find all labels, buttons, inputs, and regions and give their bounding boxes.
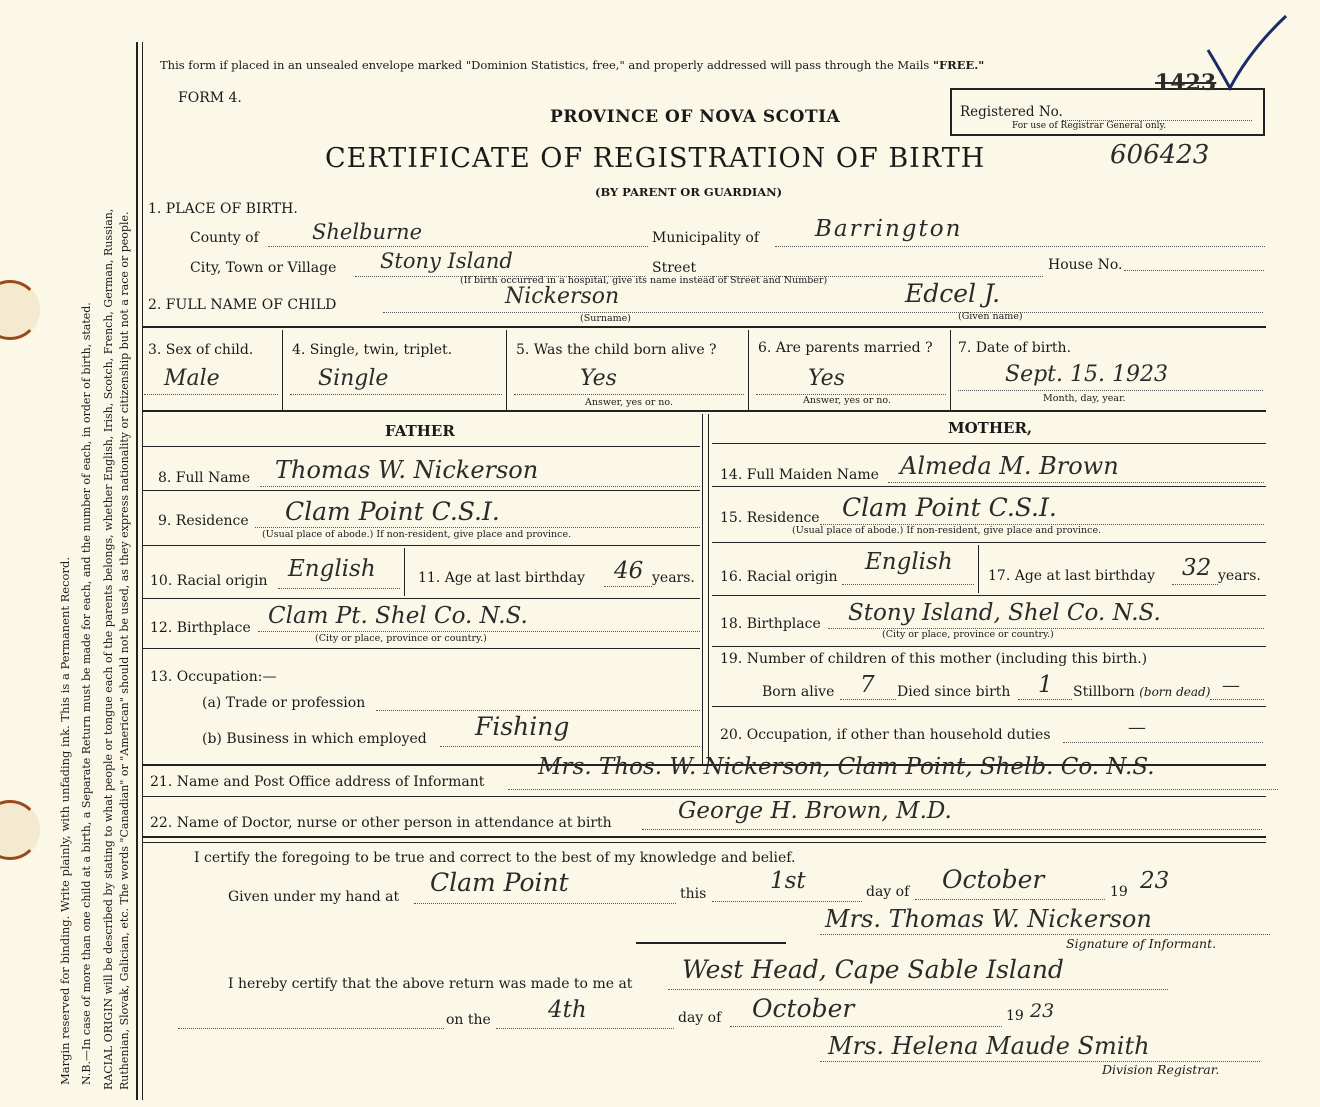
mother-rule-4 — [712, 646, 1266, 647]
mother-age-value: 32 — [1182, 555, 1212, 581]
informant-label: 21. Name and Post Office address of Informant — [150, 774, 485, 790]
stillborn-note: (born dead) — [1139, 685, 1211, 699]
parents-married-label: 6. Are parents married ? — [758, 340, 933, 356]
plurality-label: 4. Single, twin, triplet. — [292, 342, 453, 358]
informant-signature-caption: Signature of Informant. — [1066, 936, 1217, 951]
mother-rule-2 — [712, 542, 1266, 543]
section-rule-1 — [142, 326, 1266, 328]
registrar-year-prefix: 19 — [1006, 1008, 1024, 1024]
mail-notice-free: "FREE." — [932, 58, 985, 72]
informant-value: Mrs. Thos. W. Nickerson, Clam Point, Shelb. Co. N.S. — [538, 754, 1155, 780]
mother-heading: MOTHER, — [948, 419, 1033, 437]
registrar-day-line — [496, 1028, 674, 1029]
mother-birthplace-value: Stony Island, Shel Co. N.S. — [848, 600, 1161, 626]
separator-bar — [636, 942, 786, 944]
father-business-label: (b) Business in which employed — [202, 731, 427, 747]
city-label: City, Town or Village — [190, 260, 337, 276]
hospital-note: (If birth occurred in a hospital, give its name instead of Street and Number) — [460, 275, 828, 286]
margin-note-4: Ruthenian, Slovak, Galician, etc. The words "Canadian" or "American" should not be used, as they express nationality or citizenship but not a race or people. — [118, 211, 131, 1090]
col-divider-2 — [506, 330, 507, 410]
mother-age-label: 17. Age at last birthday — [988, 568, 1156, 584]
child-surname: Nickerson — [505, 284, 620, 309]
died-since-label: Died since birth — [897, 684, 1011, 700]
given-day-line — [712, 901, 862, 902]
father-name-line — [260, 486, 700, 487]
certificate-title: CERTIFICATE OF REGISTRATION OF BIRTH — [325, 143, 986, 174]
doctor-line — [642, 829, 1262, 830]
mother-rule-3 — [712, 595, 1266, 596]
surname-caption: (Surname) — [580, 313, 631, 324]
born-alive-count: 7 — [860, 672, 875, 698]
given-under-label: Given under my hand at — [228, 889, 400, 905]
this-label: this — [680, 886, 707, 902]
father-birthplace-line — [258, 631, 700, 632]
father-residence-value: Clam Point C.S.I. — [285, 497, 500, 526]
informant-line — [508, 789, 1278, 790]
plurality-value: Single — [318, 366, 389, 391]
mother-name-label: 14. Full Maiden Name — [720, 467, 879, 483]
father-heading: FATHER — [385, 422, 455, 440]
stillborn-label — [1073, 684, 1210, 700]
child-name-line — [383, 312, 1263, 313]
parents-married-value: Yes — [808, 366, 845, 391]
registered-no-label: Registered No. — [960, 104, 1063, 120]
mother-rule-1 — [712, 486, 1266, 487]
mother-birthplace-label: 18. Birthplace — [720, 616, 821, 632]
registered-no-note: For use of Registrar General only. — [1012, 121, 1167, 131]
registrar-signature: Mrs. Helena Maude Smith — [828, 1032, 1150, 1060]
registrar-caption: Division Registrar. — [1102, 1062, 1220, 1077]
dob-value: Sept. 15. 1923 — [1005, 362, 1168, 387]
city-value: Stony Island — [380, 249, 513, 273]
father-rule-2 — [142, 545, 700, 546]
mother-residence-caption: (Usual place of abode.) If non-resident, give place and province. — [792, 525, 1102, 536]
municipality-label: Municipality of — [652, 230, 760, 246]
col-divider-4 — [950, 330, 951, 410]
mother-age-divider — [978, 545, 979, 593]
father-residence-label: 9. Residence — [158, 513, 249, 529]
municipality-value: Barrington — [815, 216, 963, 242]
father-racial-line — [278, 588, 400, 589]
father-age-label: 11. Age at last birthday — [418, 570, 586, 586]
given-day-of-label: day of — [866, 884, 910, 900]
sex-value: Male — [164, 366, 220, 391]
registrar-on-the-label: on the — [446, 1012, 491, 1028]
sex-label: 3. Sex of child. — [148, 342, 254, 358]
county-label: County of — [190, 230, 259, 246]
given-year-value: 23 — [1140, 868, 1170, 894]
binding-line-1 — [136, 42, 138, 1100]
street-label: Street — [652, 260, 697, 276]
father-birthplace-value: Clam Pt. Shel Co. N.S. — [268, 603, 528, 629]
given-place-line — [414, 903, 676, 904]
col-divider-3 — [748, 330, 749, 410]
mother-name-line — [888, 482, 1264, 483]
plurality-line — [290, 394, 502, 395]
section-rule-5 — [142, 836, 1266, 838]
given-name-caption: (Given name) — [958, 311, 1023, 322]
father-business-line — [440, 746, 700, 747]
stillborn-line — [1210, 699, 1264, 700]
section-rule-5b — [142, 842, 1266, 843]
father-residence-caption: (Usual place of abode.) If non-resident, give place and province. — [262, 529, 572, 540]
father-name-label: 8. Full Name — [158, 470, 251, 486]
father-rule-1 — [142, 490, 700, 491]
father-birthplace-caption: (City or place, province or country.) — [315, 633, 487, 644]
informant-signature-line — [820, 934, 1270, 935]
informant-signature: Mrs. Thomas W. Nickerson — [825, 905, 1152, 933]
father-trade-label: (a) Trade or profession — [202, 695, 366, 711]
col-divider-1 — [282, 330, 283, 410]
province-heading: PROVINCE OF NOVA SCOTIA — [550, 107, 841, 127]
certify-statement: I certify the foregoing to be true and correct to the best of my knowledge and belief. — [194, 850, 796, 866]
county-value: Shelburne — [312, 220, 423, 244]
born-alive-value: Yes — [580, 366, 617, 391]
parents-divider-a — [702, 414, 703, 764]
father-trade-line — [376, 710, 700, 711]
form-number: FORM 4. — [178, 90, 242, 106]
born-alive-label: 5. Was the child born alive ? — [516, 342, 717, 358]
born-alive-count-label: Born alive — [762, 684, 835, 700]
mail-notice — [160, 58, 984, 72]
died-since-line — [1018, 699, 1072, 700]
sex-line — [144, 394, 278, 395]
stillborn-count: — — [1222, 675, 1240, 696]
binding-line-2 — [142, 42, 143, 1100]
mother-age-years: years. — [1218, 568, 1261, 584]
dob-line — [958, 390, 1263, 391]
born-alive-caption: Answer, yes or no. — [585, 397, 674, 408]
registrar-day-value: 4th — [548, 997, 587, 1023]
registrar-month-line — [730, 1026, 1002, 1027]
dob-label: 7. Date of birth. — [958, 340, 1072, 356]
section-rule-2 — [142, 410, 1266, 412]
born-alive-line — [514, 394, 744, 395]
registrar-place-line — [668, 989, 1168, 990]
mother-residence-value: Clam Point C.S.I. — [842, 493, 1057, 522]
father-age-value: 46 — [614, 558, 644, 584]
mother-residence-label: 15. Residence — [720, 510, 820, 526]
county-line — [268, 246, 648, 247]
registrar-month-value: October — [752, 994, 855, 1023]
parents-divider-b — [708, 414, 709, 764]
doctor-label: 22. Name of Doctor, nurse or other person in attendance at birth — [150, 815, 612, 831]
father-business-value: Fishing — [475, 712, 570, 741]
child-name-label: 2. FULL NAME OF CHILD — [148, 297, 337, 313]
margin-note-1: Margin reserved for binding. Write plainly, with unfading ink. This is a Permanent Record. — [58, 557, 72, 1085]
mother-occupation-label: 20. Occupation, if other than household duties — [720, 727, 1051, 743]
registrar-statement: I hereby certify that the above return was made to me at — [228, 976, 633, 992]
registered-stamp-number: 1423 — [1155, 70, 1217, 96]
father-rule-0 — [142, 446, 700, 447]
given-year-prefix: 19 — [1110, 884, 1128, 900]
mother-birthplace-caption: (City or place, province or country.) — [882, 629, 1054, 640]
father-name-value: Thomas W. Nickerson — [275, 456, 539, 484]
mother-age-line — [1172, 584, 1218, 585]
mother-occupation-line — [1063, 742, 1263, 743]
margin-note-2: N.B.—In case of more than one child at a birth, a Separate Return must be made for each, and the number of each, in order of birth, stated. — [80, 302, 93, 1085]
registrar-left-line — [178, 1028, 444, 1029]
registrar-year-value: 23 — [1030, 1000, 1055, 1022]
house-no-label: House No. — [1048, 257, 1123, 273]
punch-hole-bottom — [0, 800, 40, 860]
punch-hole-top — [0, 280, 40, 340]
father-residence-line — [255, 527, 700, 528]
given-place-value: Clam Point — [430, 868, 569, 897]
registrar-day-of-label: day of — [678, 1010, 722, 1026]
father-birthplace-label: 12. Birthplace — [150, 620, 251, 636]
father-rule-3 — [142, 598, 700, 599]
dob-caption: Month, day, year. — [1043, 393, 1126, 404]
given-month-line — [915, 899, 1105, 900]
given-month-value: October — [942, 865, 1045, 894]
born-alive-count-line — [840, 699, 896, 700]
child-given-name: Edcel J. — [905, 279, 1001, 308]
father-age-divider — [404, 548, 405, 596]
mother-children-label: 19. Number of children of this mother (including this birth.) — [720, 651, 1148, 667]
mother-rule-5 — [712, 706, 1266, 707]
father-age-years: years. — [652, 570, 695, 586]
registrar-place-value: West Head, Cape Sable Island — [682, 955, 1064, 984]
mother-racial-label: 16. Racial origin — [720, 569, 838, 585]
father-racial-value: English — [288, 556, 376, 582]
father-age-line — [604, 586, 652, 587]
certificate-number: 606423 — [1110, 140, 1210, 170]
mother-racial-line — [842, 584, 974, 585]
mother-rule-0 — [712, 443, 1266, 444]
margin-note-3: RACIAL ORIGIN will be described by stating to what people or tongue each of the parents belongs, whether English, Irish, Scotch, French, German, Russian, — [102, 208, 115, 1090]
died-since-count: 1 — [1038, 672, 1053, 698]
section-rule-4 — [142, 796, 1266, 797]
parents-married-caption: Answer, yes or no. — [803, 395, 892, 406]
father-occupation-label: 13. Occupation:— — [150, 669, 277, 685]
doctor-value: George H. Brown, M.D. — [678, 798, 952, 824]
stillborn-text: Stillborn — [1073, 684, 1135, 700]
given-day-value: 1st — [770, 868, 806, 894]
house-no-line — [1124, 270, 1264, 271]
mail-notice-text: This form if placed in an unsealed envelope marked "Dominion Statistics, free," and properly addressed will pass through the Mails — [160, 58, 933, 72]
place-of-birth-label: 1. PLACE OF BIRTH. — [148, 201, 298, 217]
mother-racial-value: English — [865, 549, 953, 575]
check-mark-icon — [1200, 10, 1290, 100]
mother-occupation-value: — — [1128, 717, 1146, 738]
municipality-line — [775, 246, 1265, 247]
certificate-subtitle: (BY PARENT OR GUARDIAN) — [595, 185, 783, 199]
father-racial-label: 10. Racial origin — [150, 573, 268, 589]
mother-name-value: Almeda M. Brown — [900, 452, 1119, 480]
father-rule-4 — [142, 648, 700, 649]
